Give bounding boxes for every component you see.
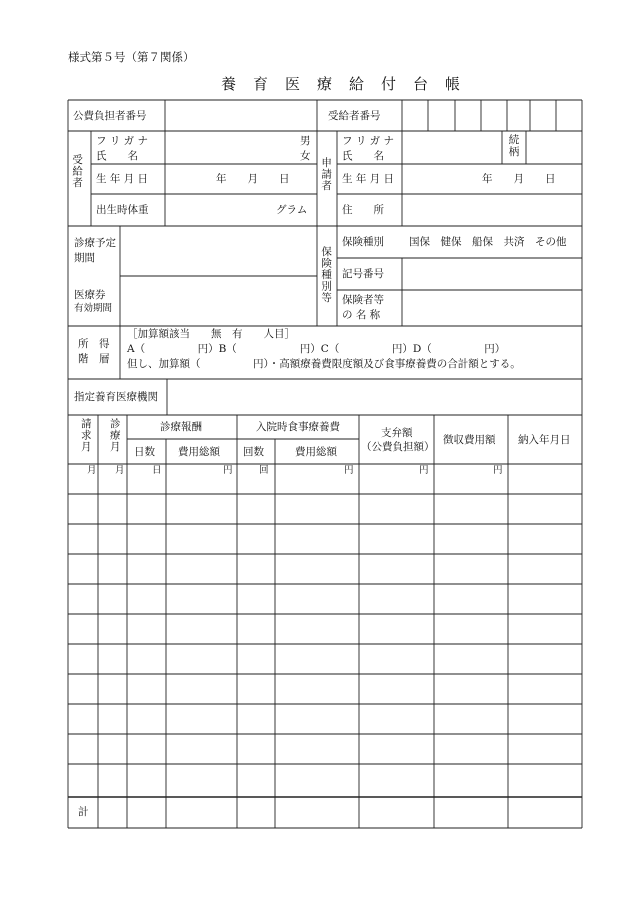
claim-month-header: 請求月 [79, 418, 92, 453]
applicant-name-label: 氏 名 [342, 150, 384, 162]
applicant-furigana-label: フ リ ガ ナ [342, 135, 395, 147]
scheduled-period-label: 診療予定期間 [74, 237, 116, 265]
insurance-type-label: 保険種別 [342, 236, 384, 248]
applicant-section-label: 申請者 [320, 157, 333, 192]
total-cost2-header: 費用総額 [295, 446, 337, 458]
public-burden-header: （公費負担額） [361, 441, 435, 453]
applicant-birthdate-format: 年 月 日 [482, 173, 556, 185]
recipient-birthdate-format: 年 月 日 [216, 173, 290, 185]
collection-header: 徴収費用額 [443, 434, 496, 446]
recipient-furigana-label: フ リ ガ ナ [96, 135, 149, 147]
unit-payment-yen: 円 [419, 465, 429, 476]
medical-fee-header: 診療報酬 [160, 421, 202, 433]
payment-date-header: 納入年月日 [518, 434, 571, 446]
payment-header: 支弁額 [381, 427, 413, 439]
treatment-month-header: 診療月 [108, 418, 121, 453]
applicant-birthdate-label: 生 年 月 日 [342, 173, 395, 185]
income-amounts-line: A（ 円）B（ 円）C（ 円）D（ 円） [127, 343, 506, 355]
public-payer-number-label: 公費負担者番号 [73, 110, 147, 122]
unit-claim-month: 月 [87, 465, 97, 476]
meal-cost-header: 入院時食事療養費 [256, 421, 340, 433]
total-cost-header: 費用総額 [178, 446, 220, 458]
recipient-section-label: 受給者 [71, 154, 84, 189]
times-header: 回数 [243, 446, 264, 458]
unit-meal-yen: 円 [344, 465, 354, 476]
days-header: 日数 [134, 446, 155, 458]
address-label: 住 所 [342, 204, 384, 216]
form-number: 様式第５号（第７関係） [68, 50, 195, 64]
symbol-number-label: 記号番号 [342, 268, 384, 280]
insurance-section-label: 保険種別等 [320, 246, 333, 304]
unit-times: 回 [259, 465, 269, 476]
coupon-label: 医療券 [74, 289, 106, 301]
income-surcharge-line: ［加算額該当 無 有 人目］ [127, 328, 295, 340]
recipient-birthdate-label: 生 年 月 日 [96, 173, 149, 185]
designated-institution-label: 指定養育医療機関 [74, 391, 158, 403]
gram-unit: グラム [276, 204, 308, 216]
income-note-line: 但し、加算額（ 円）・高額療養費限度額及び食事療養費の合計額とする。 [127, 358, 521, 370]
relationship-label: 続柄 [508, 134, 520, 159]
birth-weight-label: 出生時体重 [96, 204, 149, 216]
total-row-label: 計 [78, 806, 89, 818]
unit-treatment-month: 月 [115, 465, 125, 476]
insurer-name-label-2: の 名 称 [342, 309, 381, 321]
recipient-male: 男 [300, 135, 311, 147]
insurer-name-label-1: 保険者等 [342, 294, 384, 306]
income-label-1: 所 得 [78, 338, 110, 350]
recipient-name-label: 氏 名 [96, 150, 138, 162]
recipient-number-label: 受給者番号 [328, 110, 381, 122]
unit-fee-yen: 円 [223, 465, 233, 476]
validity-period-label: 有効期間 [74, 303, 113, 314]
unit-days: 日 [152, 465, 162, 476]
page-title: 養 育 医 療 給 付 台 帳 [221, 75, 462, 93]
unit-collection-yen: 円 [493, 465, 503, 476]
recipient-female: 女 [300, 150, 311, 162]
income-label-2: 階 層 [78, 353, 110, 365]
insurance-types: 国保 健保 船保 共済 その他 [409, 236, 567, 248]
